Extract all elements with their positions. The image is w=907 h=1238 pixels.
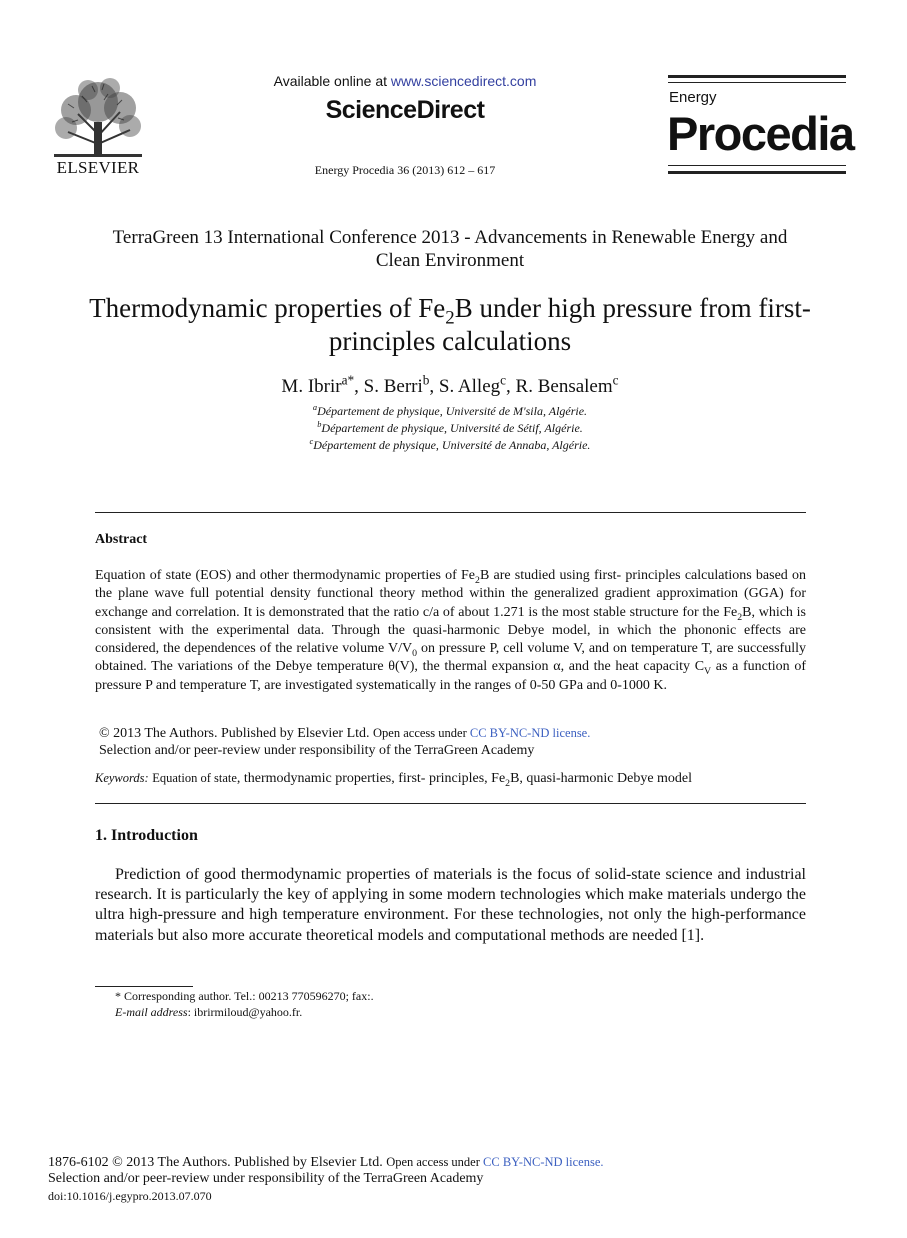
- paper-title: [70, 292, 830, 358]
- affiliation-c: $^c$Département de physique, Université de Annaba, Algérie.: [309, 437, 591, 452]
- journal-logo-top-rule: [668, 75, 846, 78]
- footnote-email: E-mail address: ibrirmiloud@yahoo.fr.: [115, 1005, 303, 1019]
- footnote-corresponding-author: * Corresponding author. Tel.: 00213 770596270; fax:.: [115, 989, 374, 1003]
- footer-peer-review: Selection and/or peer-review under responsibility of the TerraGreen Academy: [48, 1171, 484, 1186]
- available-online-line: [230, 73, 580, 89]
- title-part-2: B under high pressure from first-principles calculations: [328, 293, 811, 356]
- author: S. Alleg$^c$,: [438, 372, 516, 397]
- copyright-line: © 2013 The Authors. Published by Elsevier Ltd. Open access under CC BY-NC-ND license.: [99, 726, 591, 741]
- license-link[interactable]: CC BY-NC-ND license.: [469, 726, 591, 740]
- sciencedirect-brand: ScienceDirect: [325, 96, 485, 124]
- journal-logo-large-text: Procedia: [667, 107, 854, 160]
- title-subscript: 2: [445, 307, 455, 329]
- section-heading-introduction: 1. Introduction: [95, 827, 198, 844]
- abstract-body: Equation of state (EOS) and other thermodynamic properties of $Fe_2B$ are studied using first- principles calculations based on the plane wave full potential density functional theory method within the generalized gradient approximation (GGA) for exchange and correlation. It is demonstrated that the ratio c/a of about 1.271 is the most stable structure for the $Fe_2B$, which is consistent with the experimental data. Through the quasi-harmonic Debye model, in which the phononic effects are considered, the dependences of the relative volume $V/V_0$ on pressure P, cell volume V, and on temperature T, are successfully obtained. The variations of the Debye temperature θ(V), the thermal expansion α, and the heat capacity $C_V$ as a function of pressure P and temperature T, are investigated systematically in the ranges of 0-50 GPa and 0-1000 K.: [95, 568, 806, 693]
- peer-review-line: Selection and/or peer-review under responsibility of the TerraGreen Academy: [99, 743, 535, 758]
- available-online-prefix: Available online at: [273, 73, 391, 89]
- footer-issn-line: 1876-6102 © 2013 The Authors. Published by Elsevier Ltd. Open access under CC BY-NC-ND license.: [48, 1155, 604, 1170]
- keywords-label: Keywords:: [95, 771, 149, 785]
- conference-name: TerraGreen 13 International Conference 2013 - Advancements in Renewable Energy and Clean Environment: [112, 227, 788, 271]
- abstract-bottom-rule: [95, 803, 806, 804]
- journal-logo-top-rule-thin: [668, 82, 846, 83]
- journal-logo-bottom-rule: [668, 171, 846, 174]
- publisher-name: ELSEVIER: [56, 158, 140, 177]
- affiliation-b: $^b$Département de physique, Université de Sétif, Algérie.: [317, 420, 583, 435]
- keywords-line: Keywords: Equation of state, thermodynamic properties, first- principles, $Fe_2B$, quasi-harmonic Debye model: [95, 771, 693, 789]
- author: S. Berri$^b$,: [363, 372, 439, 397]
- journal-logo-bottom-rule-thin: [668, 165, 846, 166]
- footnote-rule: [95, 986, 193, 987]
- title-part-1: Thermodynamic properties of Fe: [89, 293, 446, 323]
- author-list: [95, 372, 805, 398]
- journal-citation: Energy Procedia 36 (2013) 612 – 617: [314, 163, 496, 177]
- journal-logo-small-text: Energy: [669, 89, 717, 106]
- abstract-heading: Abstract: [95, 532, 148, 547]
- author: R. Bensalem$^c$: [515, 372, 619, 397]
- footer-license-link[interactable]: CC BY-NC-ND license.: [483, 1155, 604, 1169]
- abstract-top-rule: [95, 512, 806, 513]
- affiliation-a: $^a$Département de physique, Université de M'sila, Algérie.: [312, 403, 588, 418]
- author: M. Ibrir$^{a*}$,: [281, 372, 364, 397]
- sciencedirect-url-link[interactable]: www.sciencedirect.com: [390, 73, 537, 89]
- introduction-paragraph: Prediction of good thermodynamic properties of materials is the focus of solid-state science and industrial research. It is particularly the key of applying in some modern technologies which make materials undergo the ultra high-pressure and high temperature environment. For these technologies, not only the high-performance materials but also more accurate theoretical models and computational methods are needed [1].: [95, 866, 806, 944]
- footer-doi: doi:10.1016/j.egypro.2013.07.070: [48, 1189, 212, 1203]
